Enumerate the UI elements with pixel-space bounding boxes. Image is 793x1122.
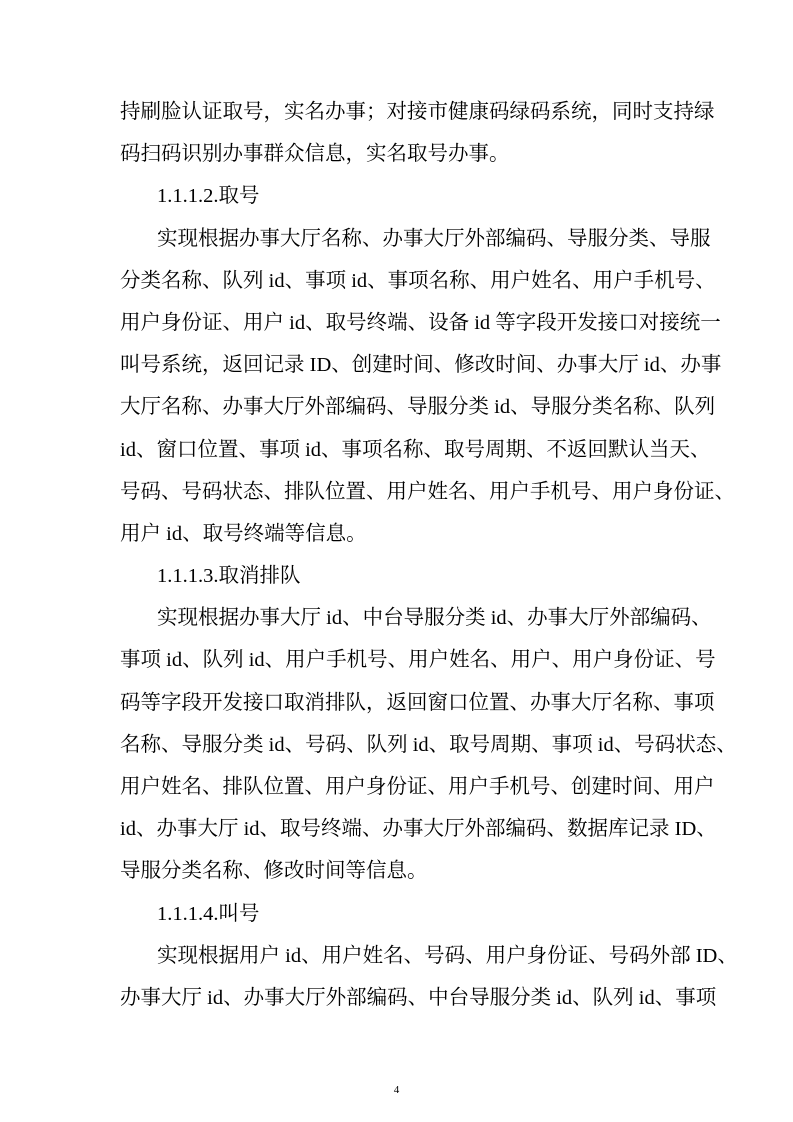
body-line: 用户 id、取号终端等信息。 (120, 522, 367, 545)
body-line: 用户姓名、排队位置、用户身份证、用户手机号、创建时间、用户 (120, 776, 715, 798)
body-line: 用户身份证、用户 id、取号终端、设备 id 等字段开发接口对接统一 (120, 311, 721, 334)
body-line: 分类名称、队列 id、事项 id、事项名称、用户姓名、用户手机号、 (120, 269, 716, 292)
section-heading: 1.1.1.3.取消排队 (157, 565, 301, 588)
body-line: 叫号系统，返回记录 ID、创建时间、修改时间、办事大厅 id、办事 (120, 354, 722, 377)
body-line: 导服分类名称、修改时间等信息。 (120, 860, 428, 883)
section-heading: 1.1.1.4.叫号 (157, 902, 260, 925)
page-number: 4 (393, 1084, 400, 1096)
document-body (120, 91, 738, 1019)
body-line: 实现根据用户 id、用户姓名、号码、用户身份证、号码外部 ID、 (157, 944, 738, 967)
body-line: 码等字段开发接口取消排队，返回窗口位置、办事大厅名称、事项 (120, 691, 715, 714)
body-line: 实现根据办事大厅 id、中台导服分类 id、办事大厅外部编码、 (157, 607, 712, 630)
body-line: 号码、号码状态、排队位置、用户姓名、用户手机号、用户身份证、 (120, 480, 735, 503)
body-line: 事项 id、队列 id、用户手机号、用户姓名、用户、用户身份证、号 (120, 649, 716, 672)
body-line: 办事大厅 id、办事大厅外部编码、中台导服分类 id、队列 id、事项 (120, 986, 717, 1009)
body-line: 实现根据办事大厅名称、办事大厅外部编码、导服分类、导服 (157, 227, 711, 250)
body-line: id、窗口位置、事项 id、事项名称、取号周期、不返回默认当天、 (120, 438, 711, 461)
body-line: id、办事大厅 id、取号终端、办事大厅外部编码、数据库记录 ID、 (120, 818, 717, 841)
body-line: 名称、导服分类 id、号码、队列 id、取号周期、事项 id、号码状态、 (120, 733, 737, 756)
body-line: 大厅名称、办事大厅外部编码、导服分类 id、导服分类名称、队列 (120, 396, 716, 419)
section-heading: 1.1.1.2.取号 (157, 185, 260, 208)
body-line: 持刷脸认证取号，实名办事；对接市健康码绿码系统，同时支持绿 (120, 101, 715, 123)
body-line: 码扫码识别办事群众信息，实名取号办事。 (120, 143, 510, 166)
